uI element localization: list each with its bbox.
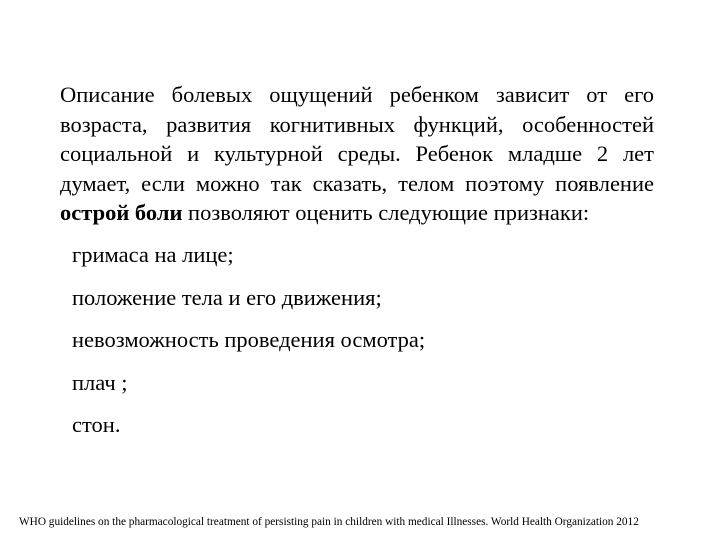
pain-sign-item: гримаса на лице; — [72, 242, 234, 267]
acute-pain-emphasis: острой боли — [60, 200, 183, 225]
pain-sign-item: положение тела и его движения; — [72, 284, 382, 310]
intro-text-start: Описание болевых ощущений ребенком зависит от его возраста, развития когнитивных функций, особенностей социальной и культурной среды. Ребенок младше 2 лет думает, если можно так сказать, телом поэтому появление — [60, 82, 654, 196]
intro-text-end: позволяют оценить следующие признаки: — [182, 200, 590, 225]
source-citation: WHO guidelines on the pharmacological treatment of persisting pain in children with medical Illnesses. World Health Organization 2012 — [19, 516, 639, 528]
pain-sign-item: невозможность проведения осмотра; — [72, 327, 426, 352]
pain-sign-item: плач ; — [72, 369, 128, 395]
pain-signs-list — [72, 238, 425, 451]
pain-sign-item: стон. — [72, 412, 121, 437]
intro-paragraph — [60, 80, 654, 228]
